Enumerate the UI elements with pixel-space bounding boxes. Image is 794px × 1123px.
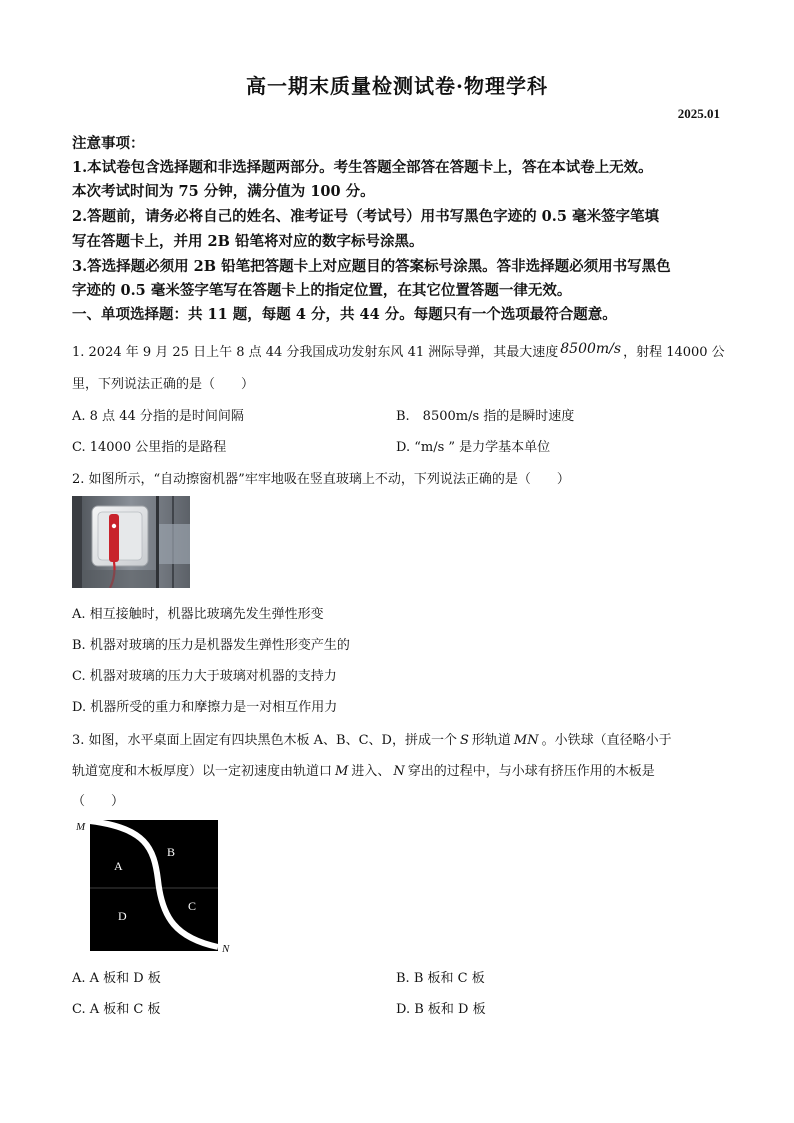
q1-option-c: C. 14000 公里指的是路程 — [72, 440, 227, 455]
q3-n-symbol: N — [393, 764, 405, 779]
q1-option-b: B. 8500m/s 指的是瞬时速度 — [396, 409, 575, 424]
notes-line: 字迹的 0.5 毫米签字笔写在答题卡上的指定位置，在其它位置答题一律无效。 — [72, 282, 572, 299]
q3-option-b: B. B 板和 C 板 — [396, 971, 485, 986]
q1-speed-value: 8500m/s — [560, 341, 622, 357]
q2-option-b: B. 机器对玻璃的压力是机器发生弹性形变产生的 — [72, 638, 350, 653]
q2-stem: 2. 如图所示，“自动擦窗机器”牢牢地吸在竖直玻璃上不动，下列说法正确的是（ ） — [72, 472, 570, 487]
label-board-a: A — [114, 859, 123, 873]
exam-date: 2025.01 — [677, 106, 720, 121]
q2-option-c: C. 机器对玻璃的压力大于玻璃对机器的支持力 — [72, 669, 337, 684]
q1-stem-line1 — [72, 341, 725, 360]
q3-stem-text-f: 穿出的过程中，与小球有挤压作用的木板是 — [407, 764, 655, 779]
q3-m-symbol: M — [335, 764, 349, 779]
q3-stem-line1 — [72, 729, 672, 748]
notes-line: 2.答题前，请务必将自己的姓名、准考证号（考试号）用书写黑色字迹的 0.5 毫米签字笔填 — [72, 208, 659, 225]
q1-stem-text: 1. 2024 年 9 月 25 日上午 8 点 44 分我国成功发射东风 41 洲际导弹，其最大速度 — [72, 345, 559, 360]
section-heading: 一、单项选择题：共 11 题，每题 4 分，共 44 分。每题只有一个选项最符合题意。 — [72, 306, 617, 323]
window-robot-illustration — [72, 496, 190, 588]
q3-stem-text-c: 。小铁球（直径略小于 — [541, 733, 672, 748]
notes-heading: 注意事项： — [72, 135, 145, 152]
q3-stem-line2 — [72, 760, 655, 779]
q1-stem-line2: 里，下列说法正确的是（ ） — [72, 377, 255, 392]
q1-option-a: A. 8 点 44 分指的是时间间隔 — [72, 409, 244, 424]
q1-option-d: D. “m/s ” 是力学基本单位 — [396, 440, 551, 455]
q3-option-a: A. A 板和 D 板 — [72, 971, 161, 986]
notes-line: 3.答选择题必须用 2B 铅笔把答题卡上对应题目的答案标号涂黑。答非选择题必须用书写黑色 — [72, 258, 671, 275]
q1-stem-text-b: ，射程 14000 公 — [623, 345, 725, 360]
label-board-b: B — [167, 845, 176, 859]
exam-title: 高一期末质量检测试卷·物理学科 — [246, 74, 548, 98]
label-m: M — [76, 821, 86, 833]
q3-stem-text-d: 轨道宽度和木板厚度）以一定初速度由轨道口 — [72, 764, 333, 779]
q3-stem-text: 3. 如图，水平桌面上固定有四块黑色木板 A、B、C、D，拼成一个 — [72, 733, 457, 748]
q3-s-symbol: S — [459, 733, 469, 748]
notes-line: 写在答题卡上，并用 2B 铅笔将对应的数字标号涂黑。 — [72, 233, 424, 250]
q3-stem-line3: （ ） — [72, 794, 125, 809]
q2-option-a: A. 相互接触时，机器比玻璃先发生弹性形变 — [72, 607, 324, 622]
s-track-figure — [76, 818, 236, 956]
window-robot-photo — [72, 496, 190, 588]
s-track-diagram — [76, 818, 236, 956]
q3-option-c: C. A 板和 C 板 — [72, 1002, 161, 1017]
label-board-c: C — [188, 899, 197, 913]
label-board-d: D — [118, 909, 127, 923]
q3-stem-text-b: 形轨道 — [471, 733, 511, 748]
q3-stem-text-e: 进入、 — [351, 764, 391, 779]
notes-line: 本次考试时间为 75 分钟，满分值为 100 分。 — [72, 183, 375, 200]
q2-option-d: D. 机器所受的重力和摩擦力是一对相互作用力 — [72, 700, 338, 715]
q3-mn-symbol: MN — [513, 733, 539, 748]
label-n: N — [222, 943, 230, 955]
q3-option-d: D. B 板和 D 板 — [396, 1002, 486, 1017]
notes-line: 1.本试卷包含选择题和非选择题两部分。考生答题全部答在答题卡上，答在本试卷上无效。 — [72, 159, 653, 176]
